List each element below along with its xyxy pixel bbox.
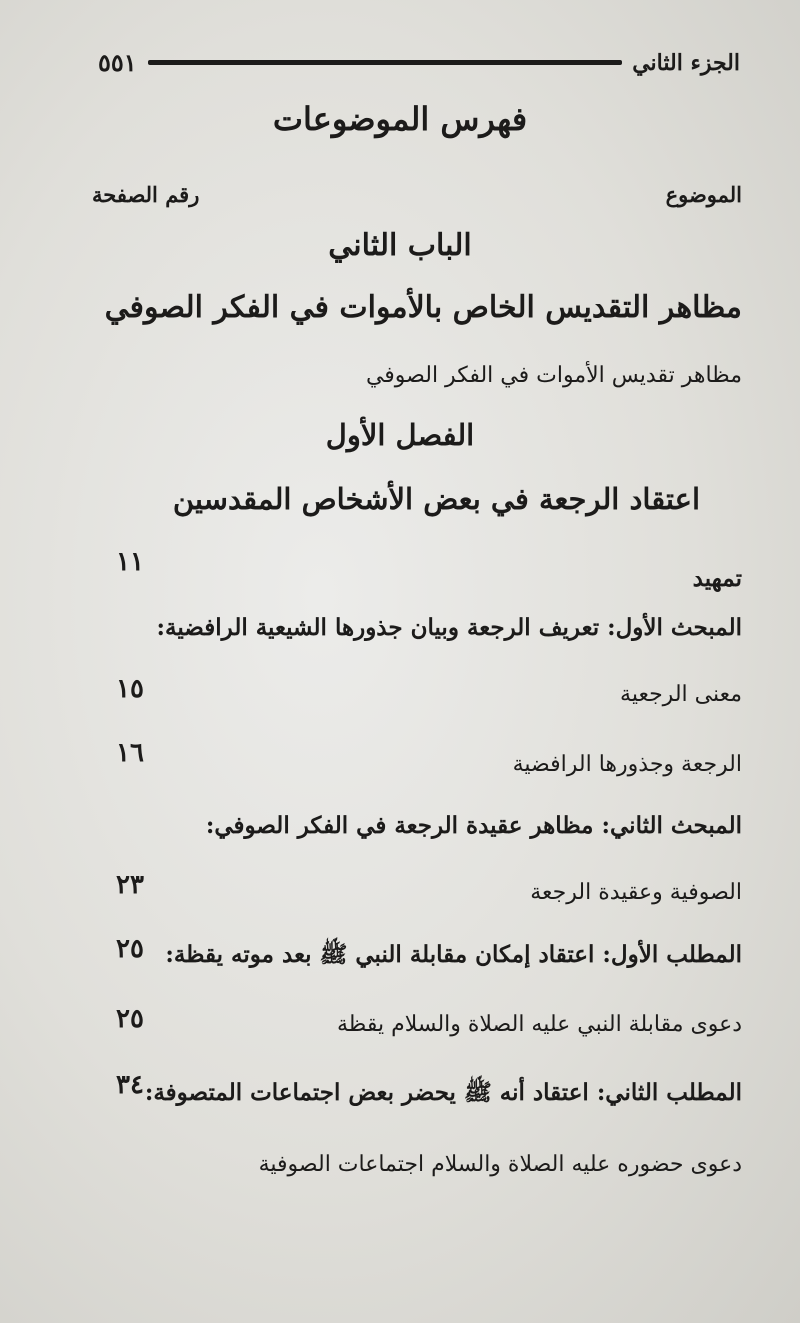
toc-entry: المطلب الأول: اعتقاد إمكان مقابلة النبي ﷺ بعد موته يقظة: — [165, 941, 742, 968]
part-heading: الباب الثاني — [328, 228, 472, 263]
subject-column-label: الموضوع — [665, 182, 742, 207]
page-number: ٥٥١ — [98, 48, 137, 77]
header-rule — [148, 60, 622, 65]
index-title: فهرس الموضوعات — [272, 100, 528, 138]
chapter-heading: الفصل الأول — [325, 418, 475, 452]
toc-entry: الصوفية وعقيدة الرجعة — [530, 880, 742, 905]
toc-page-number: ١٦ — [116, 738, 144, 768]
toc-page-number: ٢٥ — [116, 1004, 144, 1034]
toc-entry: المطلب الثاني: اعتقاد أنه ﷺ يحضر بعض اجتماعات المتصوفة: — [144, 1079, 742, 1106]
toc-entry: دعوى مقابلة النبي عليه الصلاة والسلام يقظة — [336, 1012, 742, 1037]
toc-entry: دعوى حضوره عليه الصلاة والسلام اجتماعات الصوفية — [258, 1152, 742, 1177]
toc-page-number: ١٥ — [116, 674, 144, 704]
running-head-title: الجزء الثاني — [632, 50, 740, 76]
toc-entry: المبحث الثاني: مظاهر عقيدة الرجعة في الفكر الصوفي: — [205, 812, 742, 839]
toc-entry: المبحث الأول: تعريف الرجعة وبيان جذورها الشيعية الرافضية: — [156, 614, 742, 641]
running-head — [90, 48, 740, 78]
chapter-subtitle: اعتقاد الرجعة في بعض الأشخاص المقدسين — [172, 482, 700, 516]
toc-entry: الرجعة وجذورها الرافضية — [512, 752, 742, 777]
toc-page-number: ١١ — [116, 547, 144, 577]
toc-page-number: ٢٣ — [116, 870, 144, 900]
toc-entry: تمهيد — [692, 565, 742, 592]
toc-entry: معنى الرجعية — [620, 682, 742, 707]
page-column-label: رقم الصفحة — [92, 182, 200, 207]
part-subtitle: مظاهر التقديس الخاص بالأموات في الفكر الصوفي — [104, 290, 742, 325]
toc-page-number: ٢٥ — [116, 934, 144, 964]
part-intro: مظاهر تقديس الأموات في الفكر الصوفي — [365, 363, 742, 388]
toc-page-number: ٣٤ — [116, 1070, 144, 1100]
